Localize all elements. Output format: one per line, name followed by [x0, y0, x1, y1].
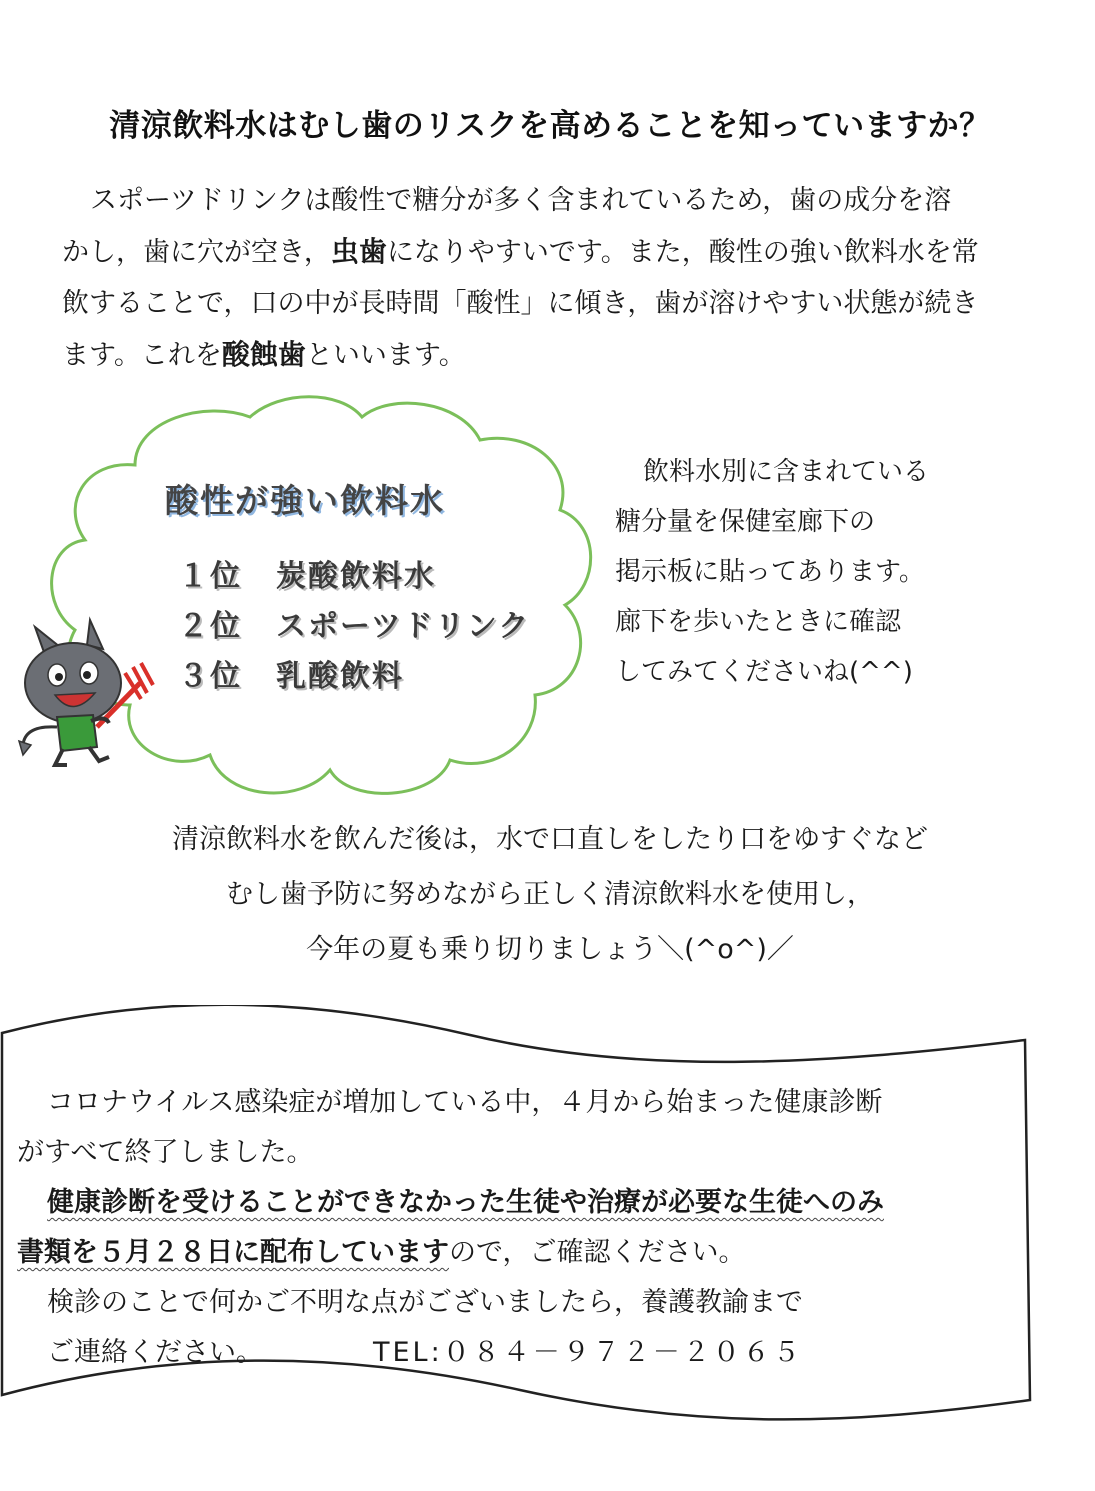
devil-mascot-icon — [5, 615, 165, 775]
intro-line — [62, 329, 1022, 381]
intro-line — [62, 226, 1022, 278]
notice-line — [17, 1228, 1017, 1278]
notice-emphasis: 健康診断を受けることができなかった生徒や治療が必要な生徒へのみ — [47, 1187, 884, 1218]
side-note-line: 糖分量を保健室廊下の — [615, 507, 876, 537]
notice-text: ご連絡ください。 — [47, 1337, 263, 1368]
health-check-notice — [17, 1078, 1017, 1378]
center-message — [60, 812, 1040, 977]
intro-line: 飲することで，口の中が長時間「酸性」に傾き，歯が溶けやすい状態が続き — [62, 288, 979, 319]
notice-line — [17, 1178, 1017, 1228]
notice-line: コロナウイルス感染症が増加している中，４月から始まった健康診断 — [47, 1087, 883, 1118]
notice-line: 検診のことで何かご不明な点がございましたら，養護教諭まで — [47, 1287, 803, 1318]
rank-item-1 — [178, 551, 436, 595]
side-note-line: 廊下を歩いたときに確認 — [615, 607, 902, 637]
rank-item-2 — [178, 601, 530, 645]
keyword-cavity: 虫歯 — [330, 235, 387, 268]
intro-paragraph — [62, 175, 1022, 381]
side-note-line: 掲示板に貼ってあります。 — [615, 557, 925, 587]
center-message-line: 今年の夏も乗り切りましょう＼(^o^)／ — [306, 934, 794, 965]
phone-number: TEL:０８４－９７２－２０６５ — [373, 1337, 803, 1368]
intro-text: になりやすいです。また，酸性の強い飲料水を常 — [386, 237, 979, 268]
center-message-line: 清涼飲料水を飲んだ後は，水で口直しをしたり口をゆすぐなど — [172, 824, 928, 855]
notice-text: ので，ご確認ください。 — [449, 1237, 746, 1268]
rank-name: 乳酸飲料 — [276, 659, 404, 694]
rank-position: ２位 — [178, 609, 242, 644]
intro-text: といいます。 — [305, 340, 466, 371]
rank-position: １位 — [178, 559, 242, 594]
intro-line: スポーツドリンクは酸性で糖分が多く含まれているため，歯の成分を溶 — [90, 185, 952, 216]
center-message-line: むし歯予防に努めながら正しく清涼飲料水を使用し， — [226, 879, 874, 910]
ranking-title: 酸性が強い飲料水 — [165, 481, 445, 520]
rank-item-3 — [178, 651, 404, 695]
keyword-erosion: 酸蝕歯 — [221, 338, 306, 371]
side-note-line: してみてくださいね(^^) — [615, 657, 913, 687]
side-note-line: 飲料水別に含まれている — [643, 457, 930, 487]
rank-position: ３位 — [178, 659, 242, 694]
notice-line: がすべて終了しました。 — [17, 1137, 314, 1168]
side-note — [615, 447, 1055, 697]
notice-line — [17, 1328, 1017, 1378]
rank-name: スポーツドリンク — [276, 609, 531, 644]
page-title: 清涼飲料水はむし歯のリスクを高めることを知っていますか？ — [109, 108, 991, 144]
rank-name: 炭酸飲料水 — [276, 559, 436, 594]
notice-emphasis: 書類を５月２８日に配布しています — [17, 1237, 449, 1268]
intro-text: かし，歯に穴が空き， — [62, 237, 331, 268]
intro-text: ます。これを — [62, 340, 222, 371]
